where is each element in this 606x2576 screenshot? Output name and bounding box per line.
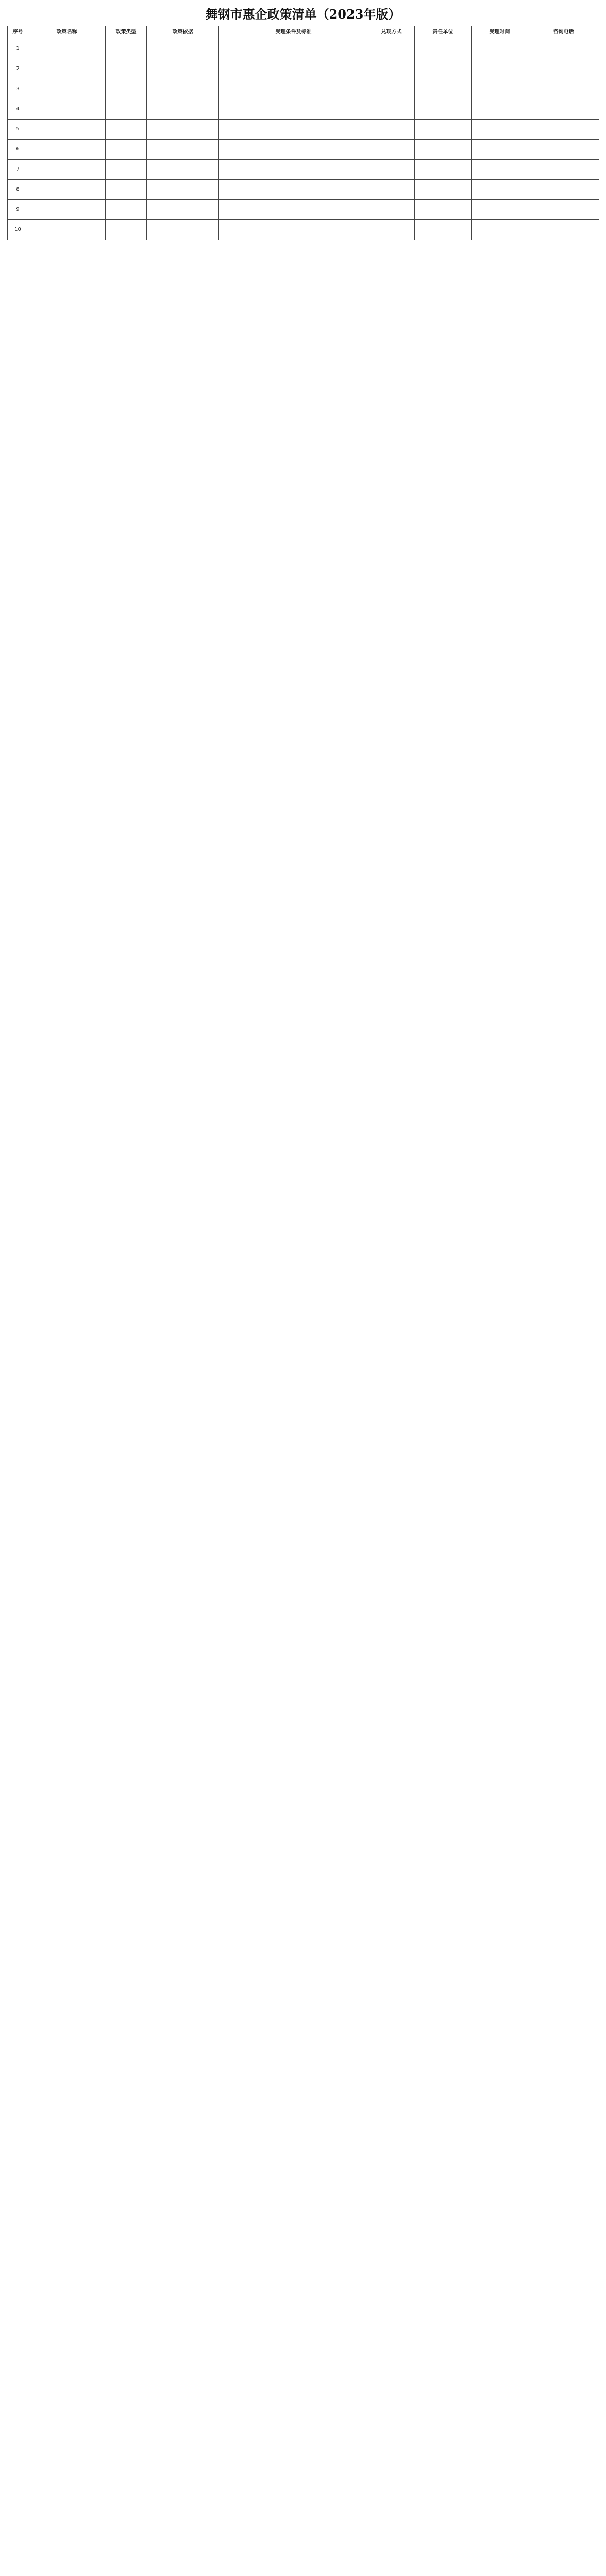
header-index: 序号 (8, 26, 28, 39)
cell-method (368, 220, 415, 240)
cell-policy-name (28, 120, 106, 140)
policy-table (7, 26, 599, 240)
cell-phone (528, 220, 599, 240)
cell-department (415, 200, 472, 220)
cell-policy-type (106, 220, 147, 240)
cell-phone (528, 180, 599, 200)
cell-method (368, 79, 415, 99)
cell-conditions (219, 99, 368, 120)
cell-conditions (219, 39, 368, 59)
cell-conditions (219, 140, 368, 160)
cell-time (472, 59, 528, 79)
cell-method (368, 59, 415, 79)
cell-index: 5 (8, 120, 28, 140)
header-policy-basis: 政策依据 (147, 26, 219, 39)
cell-index: 3 (8, 79, 28, 99)
cell-conditions (219, 180, 368, 200)
cell-department (415, 120, 472, 140)
cell-phone (528, 140, 599, 160)
cell-method (368, 180, 415, 200)
cell-policy-basis (147, 120, 219, 140)
header-method: 兑现方式 (368, 26, 415, 39)
cell-index: 6 (8, 140, 28, 160)
cell-policy-name (28, 140, 106, 160)
cell-index: 8 (8, 180, 28, 200)
cell-index: 10 (8, 220, 28, 240)
cell-policy-name (28, 200, 106, 220)
cell-department (415, 99, 472, 120)
cell-policy-type (106, 39, 147, 59)
header-time: 受理时间 (472, 26, 528, 39)
cell-method (368, 200, 415, 220)
cell-department (415, 180, 472, 200)
cell-method (368, 39, 415, 59)
table-row (8, 79, 599, 99)
cell-department (415, 39, 472, 59)
cell-department (415, 79, 472, 99)
cell-policy-type (106, 59, 147, 79)
cell-phone (528, 160, 599, 180)
table-row (8, 180, 599, 200)
header-department: 责任单位 (415, 26, 472, 39)
cell-policy-basis (147, 79, 219, 99)
header-policy-type: 政策类型 (106, 26, 147, 39)
cell-policy-basis (147, 99, 219, 120)
cell-department (415, 160, 472, 180)
cell-policy-basis (147, 200, 219, 220)
cell-policy-type (106, 180, 147, 200)
cell-time (472, 220, 528, 240)
cell-method (368, 160, 415, 180)
cell-policy-basis (147, 140, 219, 160)
cell-time (472, 180, 528, 200)
cell-conditions (219, 220, 368, 240)
cell-phone (528, 99, 599, 120)
cell-phone (528, 39, 599, 59)
cell-method (368, 140, 415, 160)
cell-index: 2 (8, 59, 28, 79)
cell-index: 9 (8, 200, 28, 220)
cell-method (368, 99, 415, 120)
cell-phone (528, 200, 599, 220)
cell-policy-name (28, 220, 106, 240)
policy-table-body (8, 39, 599, 240)
cell-time (472, 39, 528, 59)
table-row (8, 120, 599, 140)
cell-policy-name (28, 79, 106, 99)
cell-time (472, 200, 528, 220)
cell-policy-basis (147, 59, 219, 79)
cell-department (415, 140, 472, 160)
cell-department (415, 59, 472, 79)
cell-conditions (219, 200, 368, 220)
cell-policy-name (28, 160, 106, 180)
cell-method (368, 120, 415, 140)
cell-phone (528, 59, 599, 79)
cell-time (472, 140, 528, 160)
cell-time (472, 79, 528, 99)
table-row (8, 39, 599, 59)
cell-time (472, 99, 528, 120)
cell-policy-type (106, 160, 147, 180)
cell-conditions (219, 59, 368, 79)
cell-policy-basis (147, 220, 219, 240)
cell-policy-type (106, 99, 147, 120)
header-conditions: 受理条件及标准 (219, 26, 368, 39)
table-row (8, 140, 599, 160)
cell-policy-name (28, 180, 106, 200)
table-row (8, 99, 599, 120)
cell-policy-basis (147, 160, 219, 180)
cell-policy-name (28, 59, 106, 79)
cell-policy-name (28, 99, 106, 120)
cell-phone (528, 79, 599, 99)
cell-policy-name (28, 39, 106, 59)
cell-department (415, 220, 472, 240)
document-title: 舞钢市惠企政策清单（2023年版） (205, 7, 401, 22)
header-phone: 咨询电话 (528, 26, 599, 39)
cell-conditions (219, 79, 368, 99)
table-header-row (8, 26, 599, 39)
cell-conditions (219, 120, 368, 140)
cell-index: 1 (8, 39, 28, 59)
cell-policy-basis (147, 180, 219, 200)
table-row (8, 200, 599, 220)
header-policy-name: 政策名称 (28, 26, 106, 39)
table-row (8, 220, 599, 240)
cell-policy-basis (147, 39, 219, 59)
cell-policy-type (106, 79, 147, 99)
table-row (8, 160, 599, 180)
cell-phone (528, 120, 599, 140)
cell-time (472, 160, 528, 180)
cell-policy-type (106, 120, 147, 140)
table-row (8, 59, 599, 79)
cell-index: 7 (8, 160, 28, 180)
cell-index: 4 (8, 99, 28, 120)
cell-policy-type (106, 200, 147, 220)
cell-conditions (219, 160, 368, 180)
cell-policy-type (106, 140, 147, 160)
cell-time (472, 120, 528, 140)
